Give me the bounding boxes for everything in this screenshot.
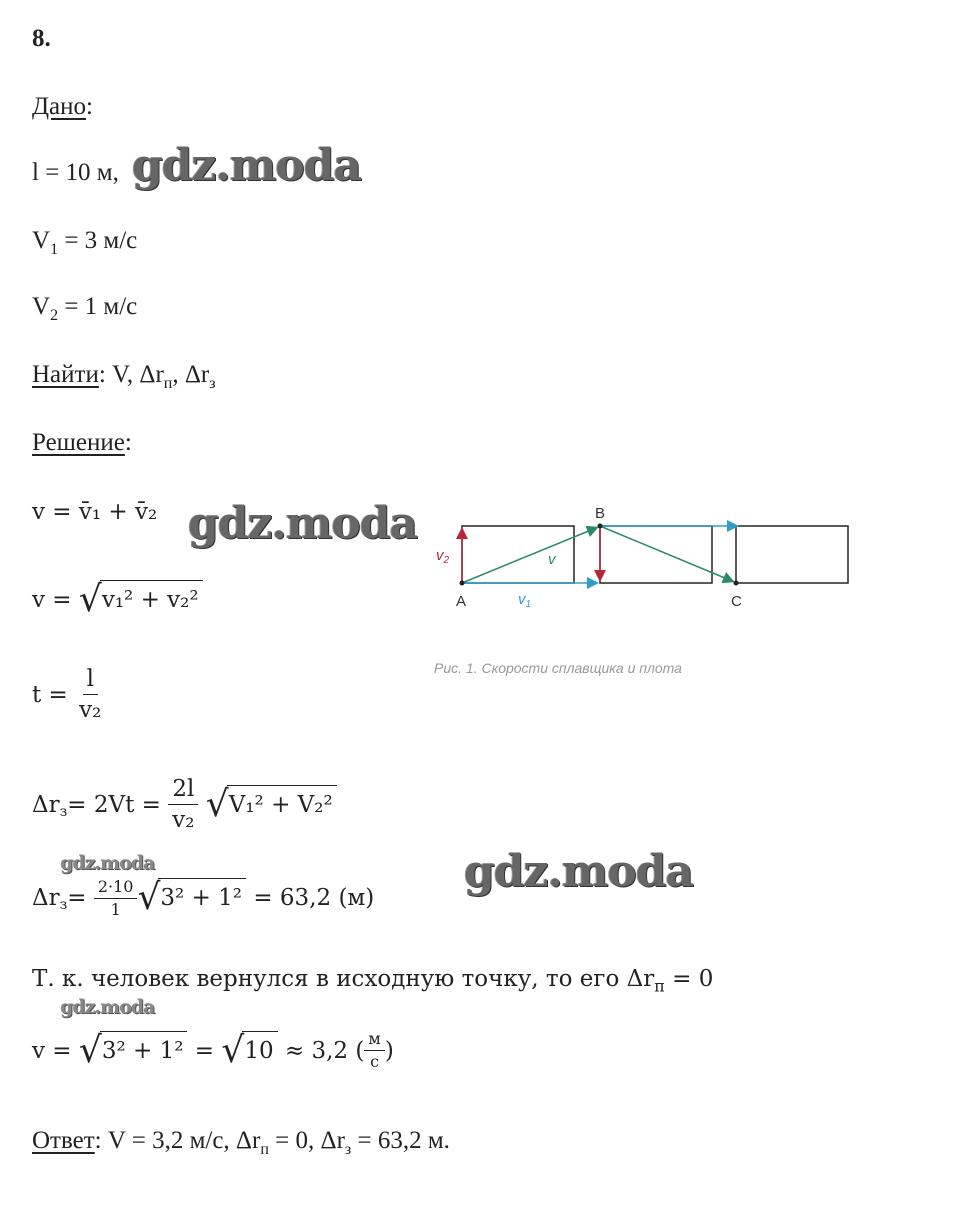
- answer-sub-z: з: [344, 1141, 352, 1158]
- find-label: Найти: [32, 361, 99, 388]
- given-v2: [32, 292, 137, 331]
- answer-label: Ответ: [32, 1127, 95, 1154]
- watermark: gdz.moda: [132, 140, 362, 191]
- raft-rect-1: [462, 526, 574, 583]
- solution-heading: [32, 428, 132, 458]
- fraction: [364, 1030, 384, 1071]
- eq2-lhs: v =: [32, 587, 72, 613]
- task-number: 8.: [32, 25, 51, 52]
- answer-sub-p: п: [260, 1141, 269, 1158]
- watermark: gdz.moda: [464, 846, 694, 897]
- find-line: [32, 360, 216, 399]
- eq4-sub: з: [59, 803, 68, 820]
- find-sub-p: п: [163, 375, 173, 392]
- equation-velocity-magnitude: [32, 580, 203, 620]
- eq6-denominator: с: [370, 1052, 380, 1071]
- given-heading: [32, 92, 93, 122]
- label-v1: [518, 591, 531, 610]
- eq5-radicand: 3² + 1²: [158, 878, 246, 918]
- eq5-lhs: Δr: [32, 885, 60, 911]
- find-text-b: , Δr: [172, 361, 210, 388]
- solution-label: Решение: [32, 429, 125, 456]
- answer-text-a: : V = 3,2 м/с, Δr: [94, 1127, 261, 1154]
- raft-rect-3: [736, 526, 848, 583]
- fraction: [75, 666, 105, 723]
- given-label: Дано: [32, 93, 87, 120]
- statement-text: Т. к. человек вернулся в исходную точку, то его Δr: [32, 966, 655, 992]
- equation-displacement-formula: [32, 776, 337, 833]
- statement-sub: п: [654, 976, 665, 996]
- sqrt-sign: √ V₁² + V₂²: [206, 785, 337, 825]
- given-colon: :: [86, 93, 93, 120]
- equation-displacement-value: [32, 876, 374, 920]
- eq4-numerator: 2l: [168, 776, 198, 805]
- eq4-radicand: V₁² + V₂²: [227, 785, 337, 825]
- label-v1-letter: v: [518, 591, 526, 608]
- given-length: l = 10 м,: [32, 159, 119, 186]
- point-c: [734, 581, 739, 586]
- sqrt-sign: √ 3² + 1²: [79, 1031, 188, 1071]
- v1-value: = 3 м/с: [58, 227, 138, 254]
- eq6-close: ): [384, 1037, 394, 1064]
- eq6-lhs: v =: [32, 1037, 72, 1064]
- eq5-denominator: 1: [110, 899, 121, 919]
- label-a: A: [456, 593, 467, 610]
- eq3-numerator: l: [83, 666, 98, 695]
- eq5-sub: з: [59, 897, 68, 913]
- eq5-numerator: 2·10: [94, 878, 138, 899]
- answer-line: [32, 1126, 450, 1165]
- fraction: [94, 878, 138, 919]
- eq6-radicand-2: 10: [242, 1031, 277, 1071]
- answer-text-b: = 0, Δr: [268, 1127, 345, 1154]
- eq4-mid: = 2Vt =: [67, 791, 161, 818]
- point-b: [598, 524, 603, 529]
- v1-sub: 1: [50, 241, 59, 258]
- equation-time: [32, 666, 105, 723]
- label-v2-sub: 2: [443, 555, 450, 566]
- eq6-approx: ≈ 3,2 (: [284, 1037, 365, 1064]
- label-v: v: [548, 551, 556, 568]
- v-arrow-ab: [462, 528, 596, 583]
- v2-sub: 2: [50, 307, 59, 324]
- eq6-numerator: м: [364, 1030, 384, 1051]
- figure-caption: Рис. 1. Скорости сплавщика и плота: [434, 660, 682, 676]
- sqrt-sign: √ v₁² + v₂²: [79, 580, 203, 620]
- equation-velocity-sum: v = v̄₁ + v̄₂: [32, 499, 158, 525]
- point-a: [460, 581, 465, 586]
- watermark: gdz.moda: [60, 996, 155, 1018]
- label-b: B: [595, 505, 606, 522]
- v2-symbol: V: [32, 293, 51, 320]
- eq3-lhs: t =: [32, 681, 68, 708]
- fraction: [168, 776, 198, 833]
- eq2-radicand: v₁² + v₂²: [100, 580, 203, 620]
- v1-symbol: V: [32, 227, 51, 254]
- raft-rect-2: [600, 526, 712, 583]
- raft-velocity-diagram: [420, 500, 870, 610]
- eq6-radicand-1: 3² + 1²: [100, 1031, 188, 1071]
- eq5-result: = 63,2 (м): [253, 885, 375, 911]
- find-sub-z: з: [209, 375, 216, 392]
- eq4-denominator: v₂: [172, 807, 195, 833]
- v2-value: = 1 м/с: [58, 293, 138, 320]
- eq4-lhs: Δr: [32, 791, 60, 818]
- answer-text-c: = 63,2 м.: [351, 1127, 450, 1154]
- find-text-a: : V, Δr: [98, 361, 164, 388]
- given-v1: [32, 226, 137, 265]
- equation-speed-value: [32, 1030, 394, 1071]
- watermark: gdz.moda: [188, 498, 418, 549]
- eq5-eq: =: [67, 885, 87, 911]
- label-v2-letter: v: [436, 547, 444, 564]
- solution-colon: :: [124, 429, 132, 456]
- watermark: gdz.moda: [60, 852, 155, 874]
- eq3-denominator: v₂: [79, 697, 102, 723]
- eq6-mid: =: [194, 1037, 215, 1064]
- sqrt-sign: √ 3² + 1²: [137, 878, 246, 918]
- statement-end: = 0: [664, 966, 714, 992]
- label-v1-sub: 1: [525, 599, 532, 610]
- label-v2: [436, 547, 450, 566]
- sqrt-sign: √ 10: [221, 1031, 277, 1071]
- label-c: C: [731, 593, 742, 610]
